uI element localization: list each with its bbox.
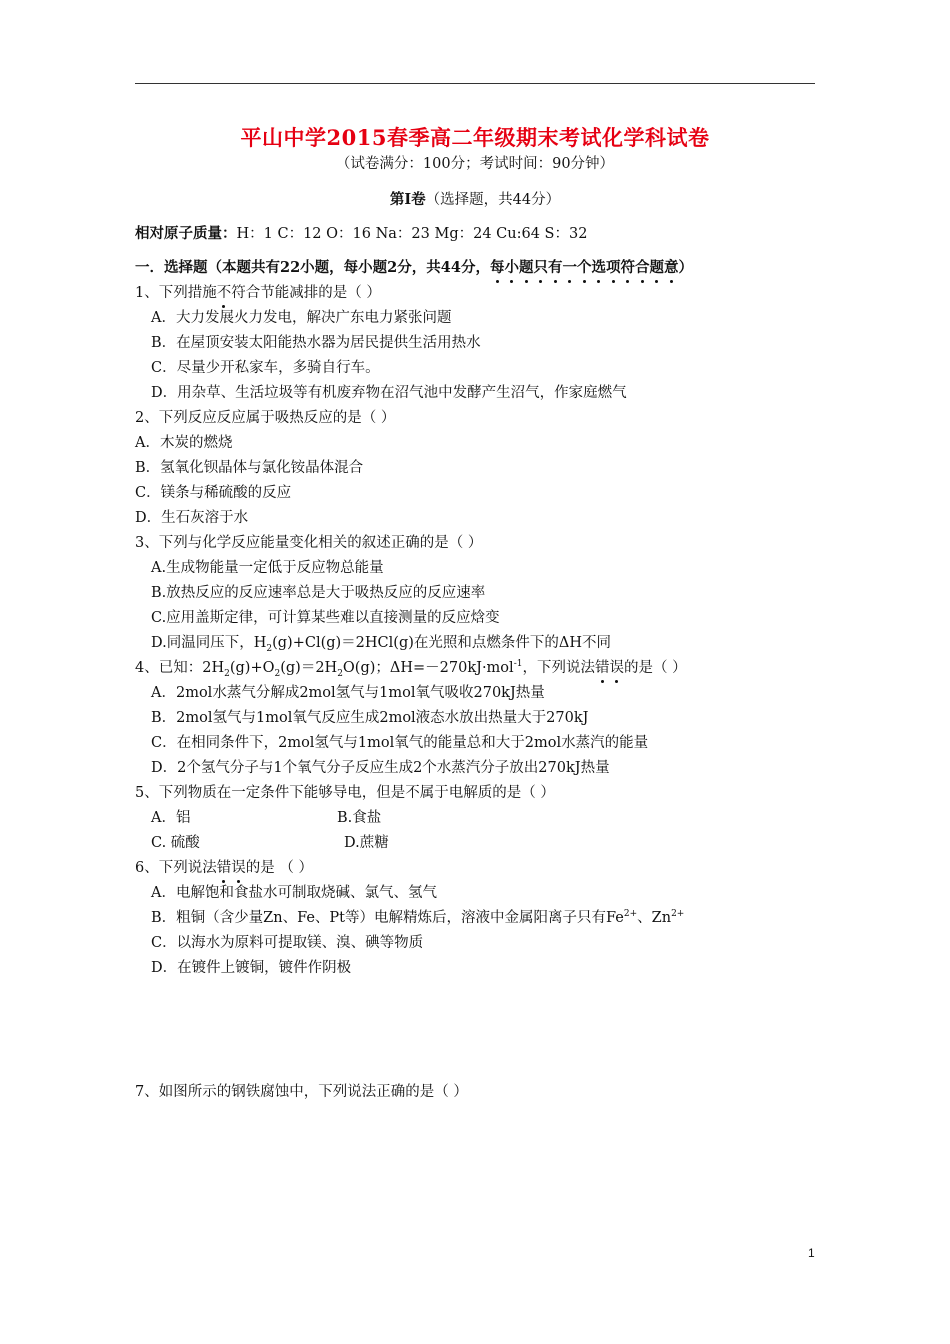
part1-heading-end: ） — [678, 259, 693, 276]
q4-sub1: 2 — [224, 668, 230, 679]
emphasis-char: 符 — [620, 259, 635, 276]
q1-option-b: B．在屋顶安装太阳能热水器为居民提供生活用热水 — [151, 335, 481, 351]
q6-option-c: C．以海水为原料可提取镁、溴、碘等物质 — [151, 935, 424, 951]
page-number: 1 — [808, 1246, 815, 1260]
q6-option-b-sup1: 2+ — [623, 909, 638, 920]
q5-option-d: D.蔗糖 — [344, 835, 389, 851]
emphasis-char: 一 — [562, 259, 577, 276]
q2-option-b: B．氢氧化钡晶体与氯化铵晶体混合 — [135, 460, 364, 476]
q3-option-d-a: D.同温同压下，H — [151, 635, 267, 651]
atomic-mass-values: H：1 C：12 O：16 Na：23 Mg：24 Cu:64 S：32 — [236, 226, 588, 242]
part1-heading-main: 一．选择题（本题共有22小题，每小题2分，共44分， — [135, 259, 490, 276]
q4-p2: (g)+O — [229, 660, 275, 676]
q1-option-d: D．用杂草、生活垃圾等有机废弃物在沼气池中发酵产生沼气，作家庭燃气 — [151, 385, 627, 401]
q1-stem — [135, 284, 381, 302]
emphasis-char: 错 — [216, 860, 232, 876]
section-title: 第Ⅰ卷 — [389, 191, 426, 208]
q3-option-a: A.生成物能量一定低于反应物总能量 — [151, 560, 384, 576]
q4-p6: 的是（ ） — [623, 660, 687, 676]
q4-p5: ，下列说法 — [522, 660, 595, 676]
q3-option-b: B.放热反应的反应速率总是大于吸热反应的反应速率 — [151, 585, 486, 601]
q4-p3: (g)＝2H — [280, 660, 338, 676]
emphasis-char: 个 — [576, 259, 592, 276]
q2-option-c: C．镁条与稀硫酸的反应 — [135, 485, 292, 501]
q6-stem — [135, 859, 313, 877]
q4-sub2: 2 — [274, 668, 281, 679]
q4-p4: O(g)；ΔH=－270kJ·mol — [342, 660, 514, 676]
section-note: （选择题，共44分） — [425, 192, 561, 208]
q4-option-c: C．在相同条件下，2mol氢气与1mol氧气的能量总和大于2mol水蒸汽的能量 — [151, 735, 649, 751]
q5-stem: 5、下列物质在一定条件下能够导电，但是不属于电解质的是（ ） — [135, 785, 555, 801]
emphasis-char: 意 — [663, 259, 679, 276]
q6-option-d: D．在镀件上镀铜，镀件作阴极 — [151, 960, 352, 976]
emphasis-char: 题 — [518, 259, 534, 276]
emphasis-char: 选 — [591, 259, 606, 276]
q3-option-d — [151, 634, 611, 652]
q2-option-a: A．木炭的燃烧 — [135, 435, 233, 451]
header-rule — [135, 83, 815, 84]
q6-emphasis — [217, 860, 246, 876]
q4-sub3: 2 — [337, 668, 343, 679]
part1-heading-emph — [490, 259, 679, 276]
atomic-mass-label: 相对原子质量： — [135, 225, 237, 242]
q4-option-a: A．2mol水蒸气分解成2mol氢气与1mol氧气吸收270kJ热量 — [151, 685, 545, 701]
emphasis-char: 误 — [231, 860, 246, 876]
q1-stem-a: 1、下列措施 — [135, 285, 217, 301]
emphasis-char: 有 — [547, 259, 563, 276]
q1-option-c: C．尽量少开私家车，多骑自行车。 — [151, 360, 380, 376]
emphasis-char: 每 — [489, 259, 505, 276]
q4-option-d: D．2个氢气分子与1个氧气分子反应生成2个水蒸汽分子放出270kJ热量 — [151, 760, 610, 776]
q6-option-b — [151, 909, 684, 927]
q3-stem: 3、下列与化学反应能量变化相关的叙述正确的是（ ） — [135, 535, 483, 551]
emphasis-char: 错 — [594, 660, 610, 676]
q2-option-d: D．生石灰溶于水 — [135, 510, 249, 526]
q3-option-d-sub: 2 — [266, 643, 273, 654]
q6-p2: 的是 （ ） — [245, 860, 313, 876]
q6-p1: 6、下列说法 — [135, 860, 217, 876]
q6-option-a: A．电解饱和食盐水可制取烧碱、氯气、氢气 — [151, 885, 437, 901]
q2-stem: 2、下列反应反应属于吸热反应的是（ ） — [135, 410, 396, 426]
part1-heading — [135, 259, 693, 277]
q3-option-c: C.应用盖斯定律，可计算某些难以直接测量的反应焓变 — [151, 610, 500, 626]
q5-option-c: C. 硫酸 — [151, 835, 200, 851]
atomic-mass-line — [135, 225, 587, 243]
emphasis-char: 误 — [609, 660, 624, 676]
q5-option-b: B.食盐 — [337, 810, 382, 826]
q1-emphasis: 不 — [216, 285, 232, 301]
q4-emphasis — [595, 660, 624, 676]
q6-option-b-mid: 、Zn — [637, 910, 672, 926]
q6-option-b-sup2: 2+ — [671, 909, 685, 920]
q1-stem-b: 符合节能减排的是（ ） — [231, 285, 381, 301]
section-heading — [0, 188, 950, 209]
q4-option-b: B．2mol氢气与1mol氧气反应生成2mol液态水放出热量大于270kJ — [151, 710, 589, 726]
emphasis-char: 只 — [533, 259, 548, 276]
q7-stem: 7、如图所示的钢铁腐蚀中，下列说法正确的是（ ） — [135, 1084, 468, 1100]
q3-option-d-b: (g)+Cl(g)＝2HCl(g)在光照和点燃条件下的ΔH不同 — [272, 635, 611, 651]
q4-p1: 4、已知：2H — [135, 660, 225, 676]
exam-subtitle: （试卷满分：100分；考试时间：90分钟） — [335, 156, 615, 172]
emphasis-char: 题 — [649, 259, 664, 276]
emphasis-char: 合 — [634, 259, 650, 276]
emphasis-char: 小 — [504, 259, 519, 276]
q4-stem — [135, 659, 687, 677]
q1-option-a: A．大力发展火力发电，解决广东电力紧张问题 — [151, 310, 452, 326]
exam-title: 平山中学2015春季高二年级期末考试化学科试卷 — [240, 125, 710, 150]
q6-option-b-text: B．粗铜（含少量Zn、Fe、Pt等）电解精炼后，溶液中金属阳离子只有Fe — [151, 910, 624, 926]
q5-option-a: A．铝 — [151, 810, 191, 826]
emphasis-char: 项 — [605, 259, 621, 276]
q4-sup: -1 — [513, 659, 523, 670]
